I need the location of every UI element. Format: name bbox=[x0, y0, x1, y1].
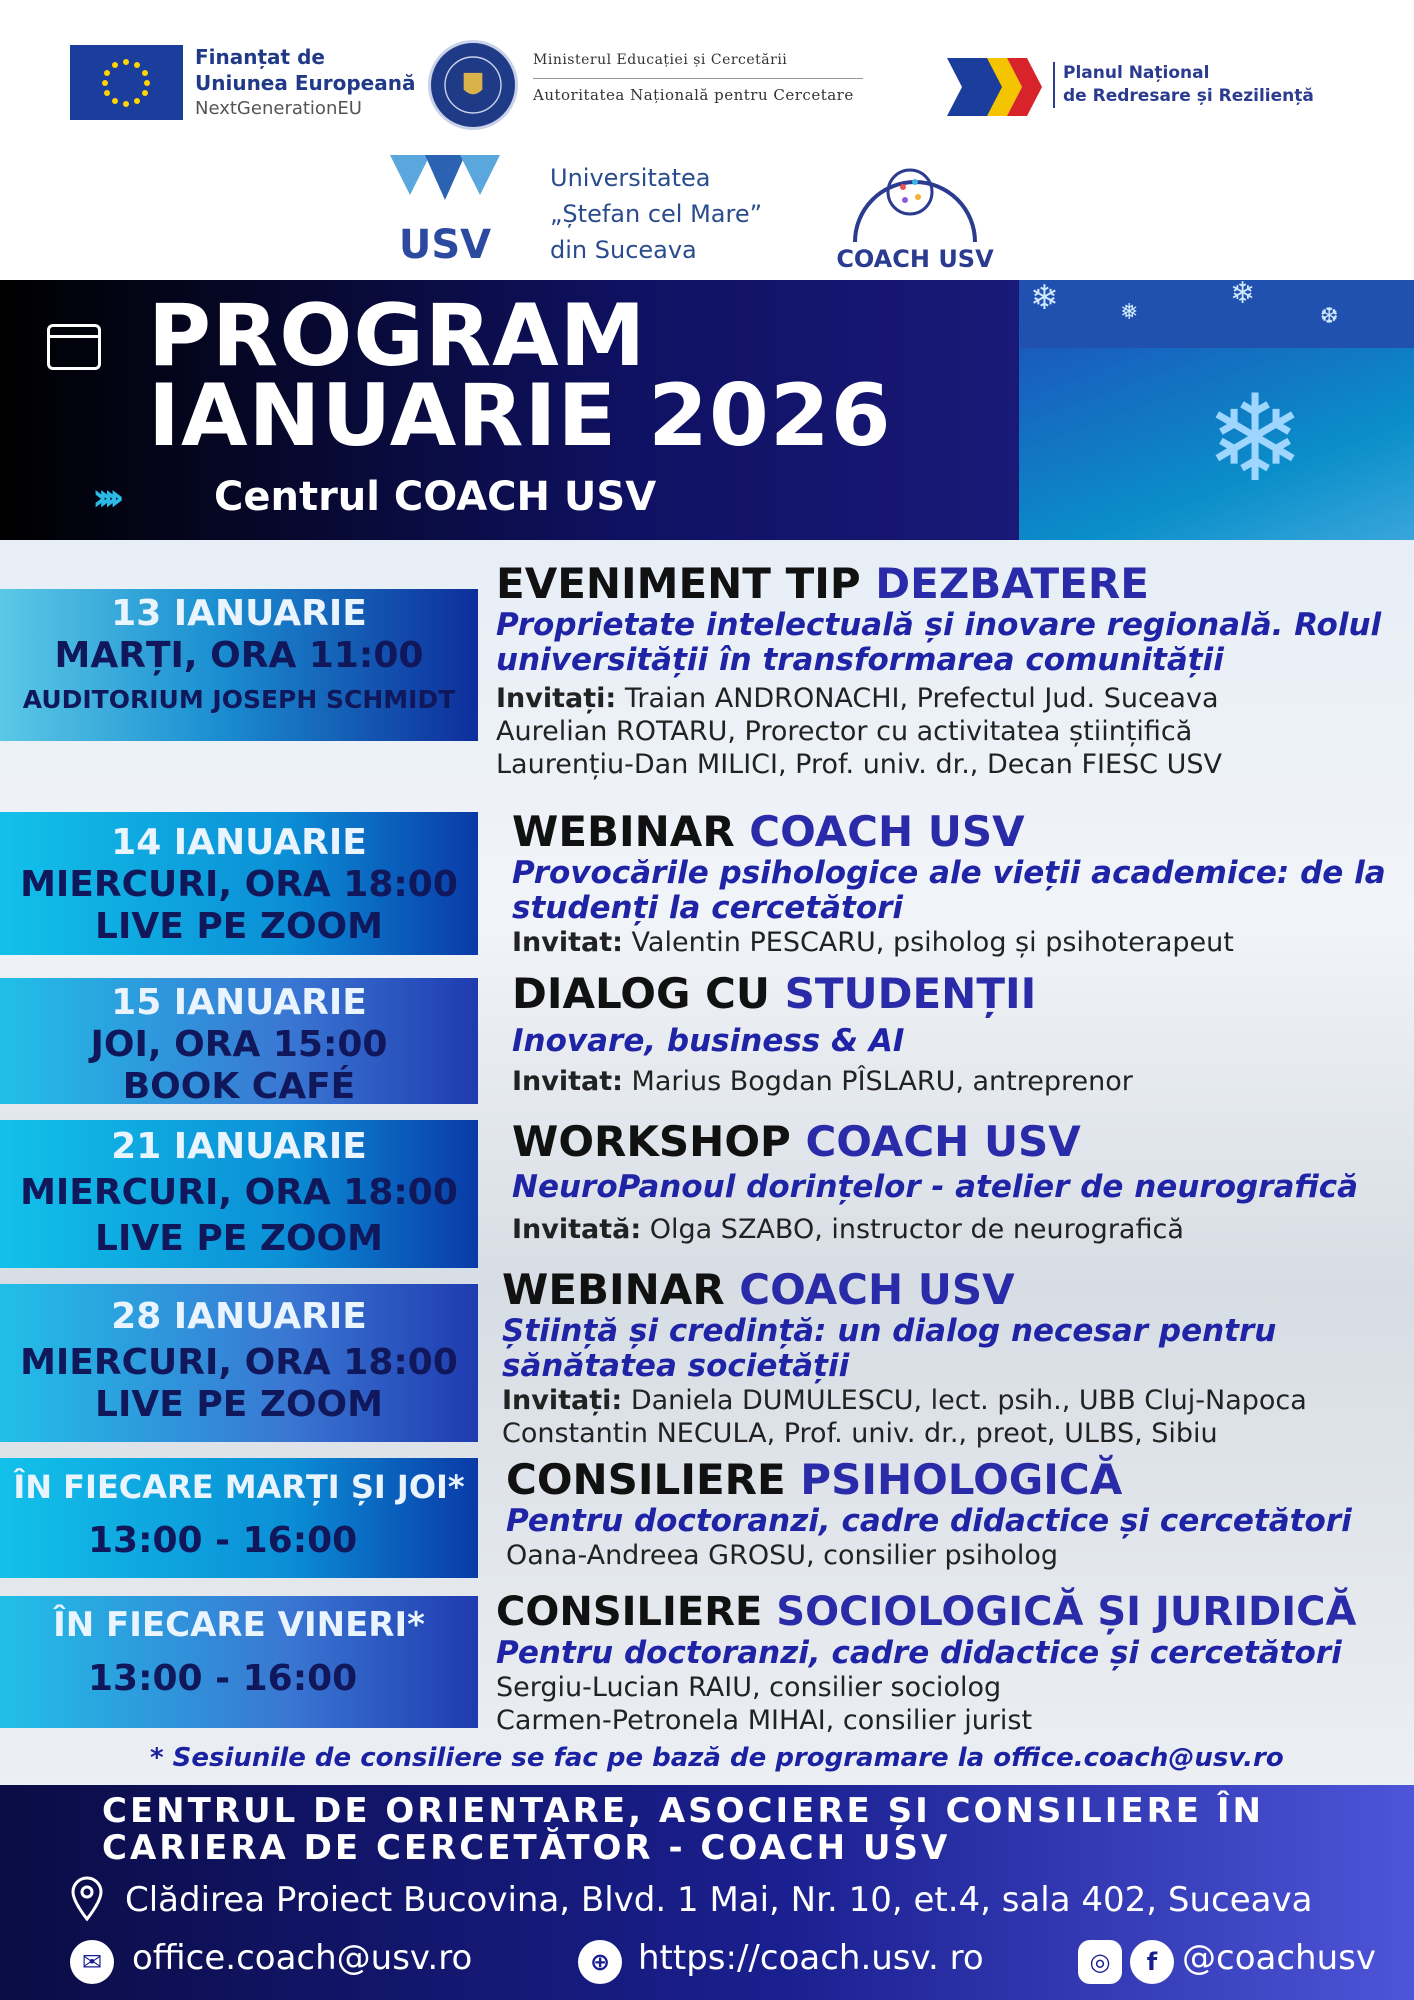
event-details bbox=[512, 970, 1402, 1098]
event-details bbox=[512, 1118, 1402, 1246]
event-date: 21 IANUARIE bbox=[111, 1126, 367, 1167]
event-guests: Invitat: Marius Bogdan PÎSLARU, antreprenor bbox=[512, 1066, 1133, 1097]
event-date-box bbox=[0, 978, 478, 1107]
event-time: 13:00 - 16:00 bbox=[88, 1520, 358, 1561]
event-time: JOI, ORA 15:00 bbox=[90, 1024, 388, 1065]
event-type: CONSILIERE SOCIOLOGICĂ ȘI JURIDICĂ bbox=[496, 1589, 1357, 1635]
snowflake-strip bbox=[1020, 280, 1414, 348]
event-details bbox=[512, 808, 1402, 959]
event-topic: Pentru doctoranzi, cadre didactice și cercetători bbox=[506, 1503, 1352, 1539]
eu-flag-icon bbox=[70, 45, 183, 120]
event-details bbox=[496, 560, 1401, 781]
location-pin-icon bbox=[70, 1876, 104, 1922]
facebook-icon[interactable]: f bbox=[1130, 1940, 1174, 1984]
page-title: PROGRAM bbox=[148, 286, 647, 386]
event-date: 28 IANUARIE bbox=[111, 1296, 367, 1337]
event-guests: Invitat: Valentin PESCARU, psiholog și psihoterapeut bbox=[512, 927, 1234, 958]
page-subtitle: Centrul COACH USV bbox=[214, 474, 657, 520]
event-type: WEBINAR COACH USV bbox=[502, 1265, 1015, 1314]
calendar-icon bbox=[47, 324, 101, 370]
event-topic: Pentru doctoranzi, cadre didactice și cercetători bbox=[496, 1635, 1342, 1671]
snowflake-icon: ❄ bbox=[1230, 276, 1256, 311]
email-icon: ✉ bbox=[70, 1940, 114, 1984]
event-date-box bbox=[0, 812, 478, 955]
government-seal-icon bbox=[428, 40, 518, 130]
event-location: LIVE PE ZOOM bbox=[95, 1218, 383, 1259]
pnrr-flag-icon bbox=[947, 58, 1047, 116]
svg-text:USV: USV bbox=[398, 222, 492, 265]
event-details bbox=[506, 1456, 1401, 1572]
pnrr-text: Planul Național de Redresare și Reziliență bbox=[1053, 62, 1314, 108]
event-time: MARȚI, ORA 11:00 bbox=[54, 635, 424, 676]
event-topic: Provocările psihologice ale vieții academice: de la studenți la cercetători bbox=[512, 855, 1386, 926]
social-handle[interactable]: @coachusv bbox=[1182, 1938, 1376, 1978]
event-type: WEBINAR COACH USV bbox=[512, 807, 1025, 856]
university-name: Universitatea „Ștefan cel Mare” din Suceava bbox=[550, 164, 763, 264]
event-guests: Invitați: Traian ANDRONACHI, Prefectul Jud. Suceava bbox=[496, 683, 1219, 714]
event-location: LIVE PE ZOOM bbox=[95, 1384, 383, 1425]
event-date-box bbox=[0, 1120, 478, 1268]
event-date-box bbox=[0, 1596, 478, 1728]
svg-text:COACH USV: COACH USV bbox=[836, 245, 994, 272]
event-topic: Știință și credință: un dialog necesar pentru sănătatea societății bbox=[502, 1313, 1277, 1384]
event-date: ÎN FIECARE MARȚI ȘI JOI* bbox=[13, 1468, 465, 1506]
event-location: BOOK CAFÉ bbox=[122, 1066, 356, 1107]
event-guest: Carmen-Petronela MIHAI, consilier jurist bbox=[496, 1705, 1033, 1736]
event-time: MIERCURI, ORA 18:00 bbox=[20, 1172, 458, 1213]
address: Clădirea Proiect Bucovina, Blvd. 1 Mai, Nr. 10, et.4, sala 402, Suceava bbox=[125, 1880, 1313, 1920]
globe-icon: ⊕ bbox=[578, 1940, 622, 1984]
eu-funding-text: Finanțat de Uniunea Europeană NextGenerationEU bbox=[195, 45, 416, 119]
snowflake-icon: ❆ bbox=[1320, 304, 1339, 329]
ministry-text: Ministerul Educației și Cercetării Autoritatea Națională pentru Cercetare bbox=[533, 50, 863, 105]
event-date: 14 IANUARIE bbox=[111, 822, 367, 863]
event-date: 15 IANUARIE bbox=[111, 982, 367, 1023]
event-location: LIVE PE ZOOM bbox=[95, 906, 383, 947]
event-type: CONSILIERE PSIHOLOGICĂ bbox=[506, 1455, 1123, 1504]
event-topic: Proprietate intelectuală și inovare regională. Rolul universității în transformarea comunității bbox=[496, 607, 1382, 678]
event-guest: Sergiu-Lucian RAIU, consilier sociolog bbox=[496, 1672, 1002, 1703]
snowflake-icon: ❄ bbox=[1030, 278, 1059, 318]
footer-title: CENTRUL DE ORIENTARE, ASOCIERE ȘI CONSILIERE ÎN CARIERA DE CERCETĂTOR - COACH USV bbox=[102, 1791, 1264, 1868]
event-time: MIERCURI, ORA 18:00 bbox=[20, 1342, 458, 1383]
coach-usv-logo-icon bbox=[825, 142, 1005, 272]
booking-note: * Sesiunile de consiliere se fac pe bază de programare la office.coach@usv.ro bbox=[150, 1743, 1284, 1773]
event-guests: Invitată: Olga SZABO, instructor de neurografică bbox=[512, 1214, 1184, 1245]
event-time: 13:00 - 16:00 bbox=[88, 1658, 358, 1699]
website-link[interactable]: https://coach.usv. ro bbox=[638, 1938, 984, 1978]
usv-logo-icon bbox=[380, 150, 510, 265]
event-time: MIERCURI, ORA 18:00 bbox=[20, 864, 458, 905]
event-guest: Aurelian ROTARU, Prorector cu activitatea științifică bbox=[496, 716, 1193, 747]
event-guests: Invitați: Daniela DUMULESCU, lect. psih., UBB Cluj-Napoca bbox=[502, 1385, 1307, 1416]
event-guest: Constantin NECULA, Prof. univ. dr., preot, ULBS, Sibiu bbox=[502, 1418, 1218, 1449]
event-guest: Oana-Andreea GROSU, consilier psiholog bbox=[506, 1540, 1059, 1571]
snowflake-icon: ❅ bbox=[1120, 300, 1139, 325]
event-date-box bbox=[0, 1458, 478, 1578]
event-date-box bbox=[0, 589, 478, 741]
event-date: 13 IANUARIE bbox=[111, 593, 367, 634]
chevrons-icon: ›››› bbox=[92, 475, 115, 519]
event-date: ÎN FIECARE VINERI* bbox=[53, 1605, 425, 1645]
event-details bbox=[502, 1266, 1407, 1450]
instagram-icon[interactable]: ◎ bbox=[1078, 1940, 1122, 1984]
event-details bbox=[496, 1588, 1401, 1737]
event-topic: NeuroPanoul dorințelor - atelier de neurografică bbox=[512, 1169, 1359, 1205]
page-title-month: IANUARIE 2026 bbox=[148, 366, 892, 466]
event-location: AUDITORIUM JOSEPH SCHMIDT bbox=[22, 685, 456, 714]
event-guest: Laurențiu-Dan MILICI, Prof. univ. dr., Decan FIESC USV bbox=[496, 749, 1222, 780]
large-snowflake-icon: ❄ bbox=[1205, 370, 1306, 509]
email-link[interactable]: office.coach@usv.ro bbox=[132, 1938, 473, 1978]
event-type: DIALOG CU STUDENȚII bbox=[512, 969, 1037, 1018]
event-topic: Inovare, business & AI bbox=[512, 1023, 905, 1059]
event-date-box bbox=[0, 1284, 478, 1442]
event-type: WORKSHOP COACH USV bbox=[512, 1117, 1081, 1166]
event-type: EVENIMENT TIP DEZBATERE bbox=[496, 559, 1149, 608]
